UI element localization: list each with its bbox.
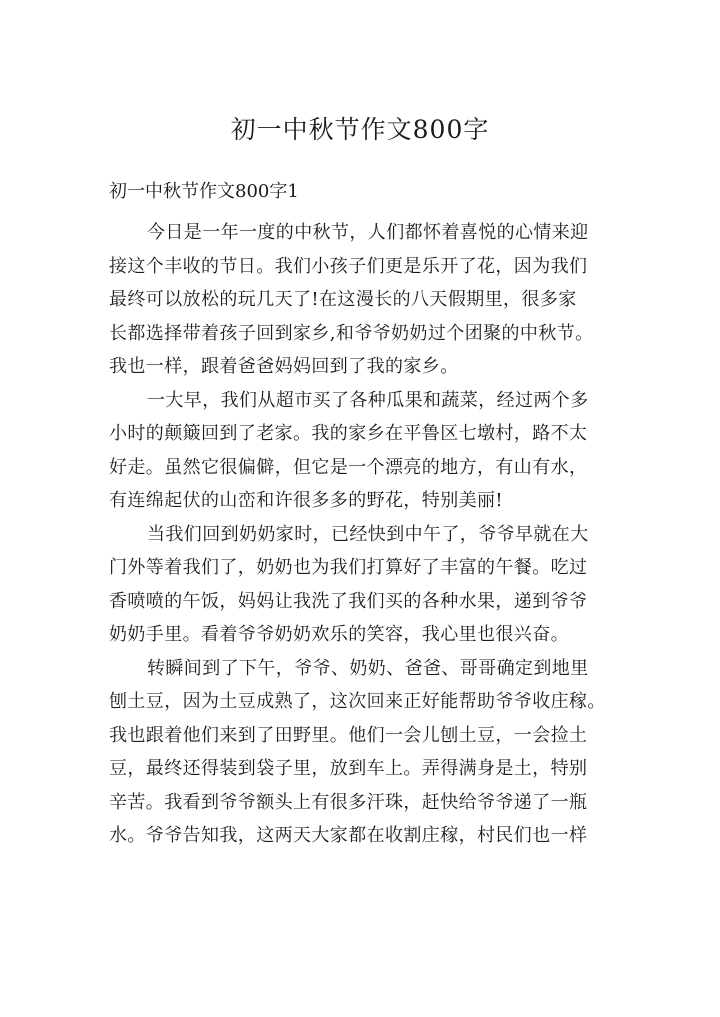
paragraph-line: 门外等着我们了，奶奶也为我们打算好了丰富的午餐。吃过 [109, 557, 588, 578]
section-heading: 初一中秋节作文800字1 [109, 181, 299, 202]
paragraph [109, 216, 613, 384]
paragraph-line: 有连绵起伏的山峦和许很多多的野花，特别美丽! [109, 490, 504, 511]
paragraph-line: 刨土豆，因为土豆成熟了，这次回来正好能帮助爷爷收庄稼。 [109, 691, 606, 712]
paragraph-line: 奶奶手里。看着爷爷奶奶欢乐的笑容，我心里也很兴奋。 [109, 624, 569, 645]
paragraph [109, 518, 613, 652]
document-body [109, 216, 613, 853]
paragraph [109, 652, 613, 853]
document-title: 初一中秋节作文800字 [230, 115, 490, 144]
paragraph-line: 当我们回到奶奶家时，已经快到中午了，爷爷早就在大 [147, 523, 589, 545]
paragraph-line: 今日是一年一度的中秋节，人们都怀着喜悦的心情来迎 [147, 222, 589, 243]
paragraph-line: 辛苦。我看到爷爷额头上有很多汗珠，赶快给爷爷递了一瓶 [109, 791, 588, 813]
paragraph-line: 好走。虽然它很偏僻，但它是一个漂亮的地方，有山有水， [109, 456, 588, 478]
paragraph-line: 长都选择带着孩子回到家乡,和爷爷奶奶过个团聚的中秋节。 [109, 322, 594, 344]
paragraph-line: 小时的颠簸回到了老家。我的家乡在平鲁区七墩村，路不太 [109, 423, 588, 444]
paragraph-line: 最终可以放松的玩几天了!在这漫长的八天假期里，很多家 [109, 289, 577, 310]
paragraph-line: 香喷喷的午饭，妈妈让我洗了我们买的各种水果，递到爷爷 [109, 590, 588, 612]
paragraph-line: 一大早，我们从超市买了各种瓜果和蔬菜，经过两个多 [147, 389, 589, 411]
paragraph-line: 水。爷爷告知我，这两天大家都在收割庄稼，村民们也一样 [109, 825, 588, 846]
paragraph-line: 转瞬间到了下午，爷爷、奶奶、爸爸、哥哥确定到地里 [147, 657, 589, 679]
paragraph [109, 384, 613, 518]
paragraph-line: 我也一样，跟着爸爸妈妈回到了我的家乡。 [109, 356, 459, 377]
paragraph-line: 我也跟着他们来到了田野里。他们一会儿刨土豆，一会捡土 [109, 724, 588, 746]
paragraph-line: 豆，最终还得装到袋子里，放到车上。弄得满身是土，特别 [109, 758, 588, 779]
paragraph-line: 接这个丰收的节日。我们小孩子们更是乐开了花，因为我们 [109, 255, 588, 277]
